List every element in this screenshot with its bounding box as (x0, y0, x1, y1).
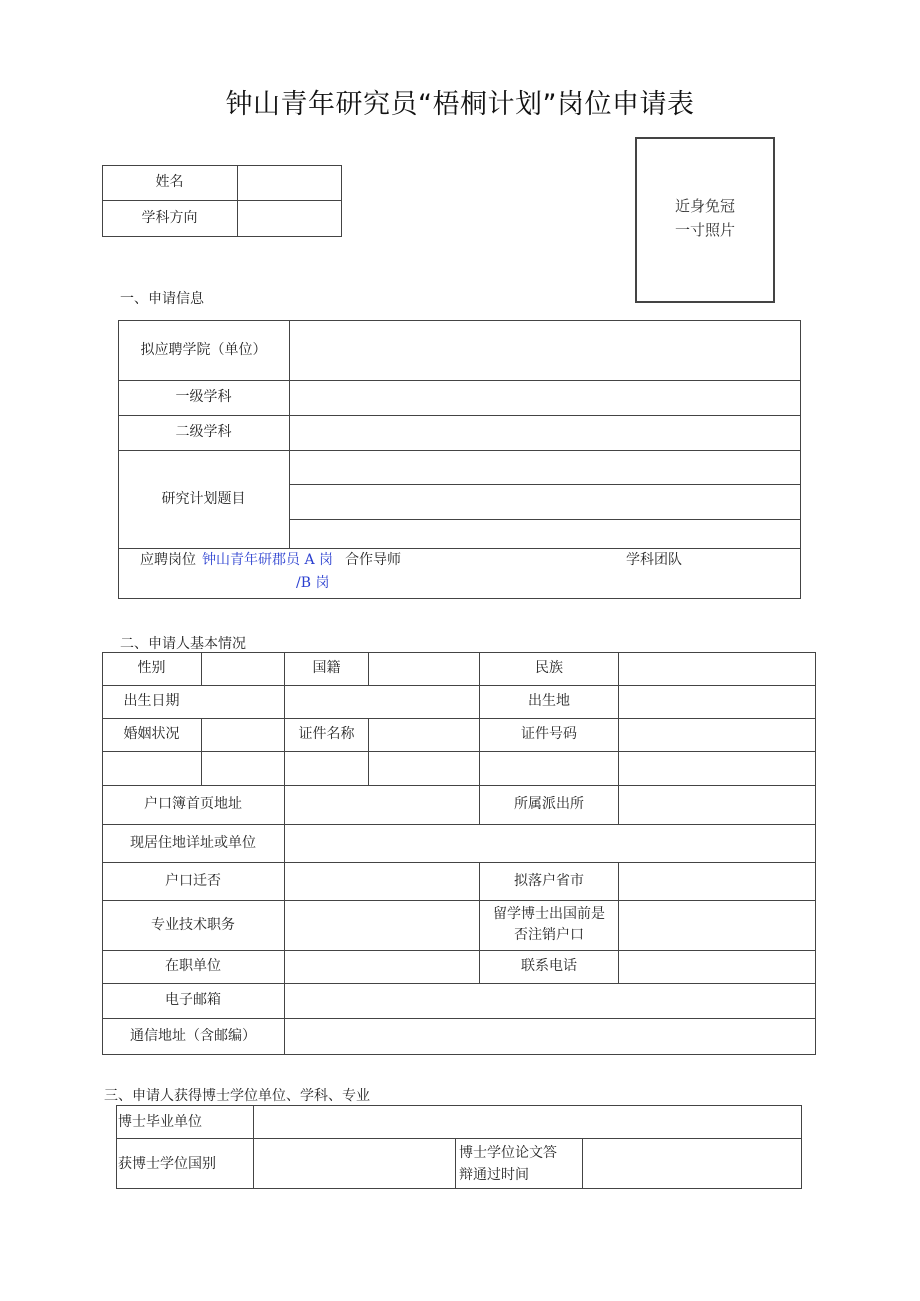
postal-address-field[interactable] (285, 1018, 816, 1055)
current-address-label: 现居住地详址或单位 (130, 834, 256, 851)
page-title: 钟山青年研究员“梧桐计划”岗位申请表 (225, 89, 695, 120)
photo-caption (635, 194, 775, 242)
target-city-field[interactable] (619, 862, 816, 900)
level1-discipline-field[interactable] (290, 380, 801, 415)
section2-heading: 二、申请人基本情况 (120, 636, 246, 652)
blank-cell-6[interactable] (619, 751, 816, 785)
hukou-transfer-label: 户口迁否 (165, 872, 221, 889)
college-label: 拟应聘学院（单位） (140, 341, 267, 358)
phd-country-field[interactable] (254, 1138, 455, 1189)
birthplace-field[interactable] (619, 685, 816, 718)
college-field[interactable] (290, 320, 801, 380)
birth-date-label: 出生日期 (123, 693, 180, 709)
level2-discipline-field[interactable] (290, 415, 801, 450)
postal-address-label: 通信地址（含邮编） (130, 1028, 256, 1044)
position-value-a: 钟山青年研郡员 A 岗 (202, 552, 334, 568)
defense-date-field[interactable] (583, 1138, 802, 1189)
blank-cell-2[interactable] (202, 751, 284, 785)
abroad-hukou-label (480, 900, 618, 950)
email-field[interactable] (285, 983, 816, 1018)
nationality-label: 国籍 (312, 660, 341, 676)
email-label: 电子邮箱 (165, 992, 221, 1008)
position-label: 应聘岗位 (140, 552, 196, 568)
abroad-hukou-field[interactable] (619, 900, 816, 950)
target-city-label: 拟落户省市 (514, 872, 584, 889)
section3-heading: 三、申请人获得博士学位单位、学科、专业 (104, 1088, 370, 1104)
research-plan-label: 研究计划题目 (161, 490, 246, 507)
phd-school-field[interactable] (254, 1105, 802, 1138)
blank-cell-4[interactable] (369, 751, 479, 785)
hukou-address-label: 户口簿首页地址 (144, 796, 242, 812)
phone-label: 联系电话 (521, 958, 577, 974)
current-address-field[interactable] (285, 824, 816, 862)
level2-discipline-label: 二级学科 (175, 424, 232, 440)
discipline-field[interactable] (238, 200, 342, 237)
police-station-label: 所属派出所 (514, 796, 584, 812)
id-number-field[interactable] (619, 718, 816, 751)
birth-date-field[interactable] (202, 685, 479, 718)
tech-title-field[interactable] (285, 900, 479, 950)
section1-heading: 一、申请信息 (120, 291, 204, 307)
photo-caption-line2: 一寸照片 (674, 221, 735, 239)
phone-field[interactable] (619, 950, 816, 983)
blank-cell-1[interactable] (102, 751, 201, 785)
research-plan-field-2[interactable] (290, 484, 801, 519)
defense-date-label (459, 1138, 582, 1189)
research-plan-field-1[interactable] (290, 450, 801, 484)
tech-title-label: 专业技术职务 (151, 916, 235, 933)
defense-date-label-line1: 博士学位论文答 (459, 1144, 557, 1161)
hukou-address-field[interactable] (285, 785, 479, 824)
position-value-b: /B 岗 (296, 575, 330, 591)
employer-label: 在职单位 (165, 958, 221, 974)
gender-field[interactable] (202, 652, 284, 685)
employer-field[interactable] (285, 950, 479, 983)
defense-date-label-line2: 辩通过时间 (459, 1166, 529, 1183)
marital-status-field[interactable] (202, 718, 284, 751)
ethnicity-field[interactable] (619, 652, 816, 685)
phd-school-label: 博士毕业单位 (118, 1113, 202, 1130)
name-label: 姓名 (155, 174, 184, 190)
ethnicity-label: 民族 (535, 660, 563, 676)
blank-cell-5[interactable] (480, 751, 618, 785)
birthplace-label: 出生地 (528, 693, 570, 709)
gender-label: 性别 (137, 660, 166, 676)
id-type-field[interactable] (369, 718, 479, 751)
supervisor-label: 合作导师 (345, 552, 401, 568)
name-field[interactable] (238, 165, 342, 200)
research-plan-field-3[interactable] (290, 519, 801, 548)
id-type-label: 证件名称 (298, 726, 355, 742)
nationality-field[interactable] (369, 652, 479, 685)
marital-status-label: 婚姻状况 (123, 726, 180, 742)
blank-cell-3[interactable] (285, 751, 368, 785)
team-label: 学科团队 (626, 552, 682, 568)
police-station-field[interactable] (619, 785, 816, 824)
hukou-transfer-field[interactable] (285, 862, 479, 900)
level1-discipline-label: 一级学科 (175, 389, 232, 405)
discipline-label: 学科方向 (141, 210, 198, 226)
id-number-label: 证件号码 (521, 726, 577, 742)
abroad-hukou-label-line2: 否注销户口 (514, 927, 584, 943)
phd-country-label: 获博士学位国别 (118, 1155, 216, 1172)
photo-caption-line1: 近身免冠 (674, 197, 735, 215)
abroad-hukou-label-line1: 留学博士出国前是 (493, 906, 605, 922)
